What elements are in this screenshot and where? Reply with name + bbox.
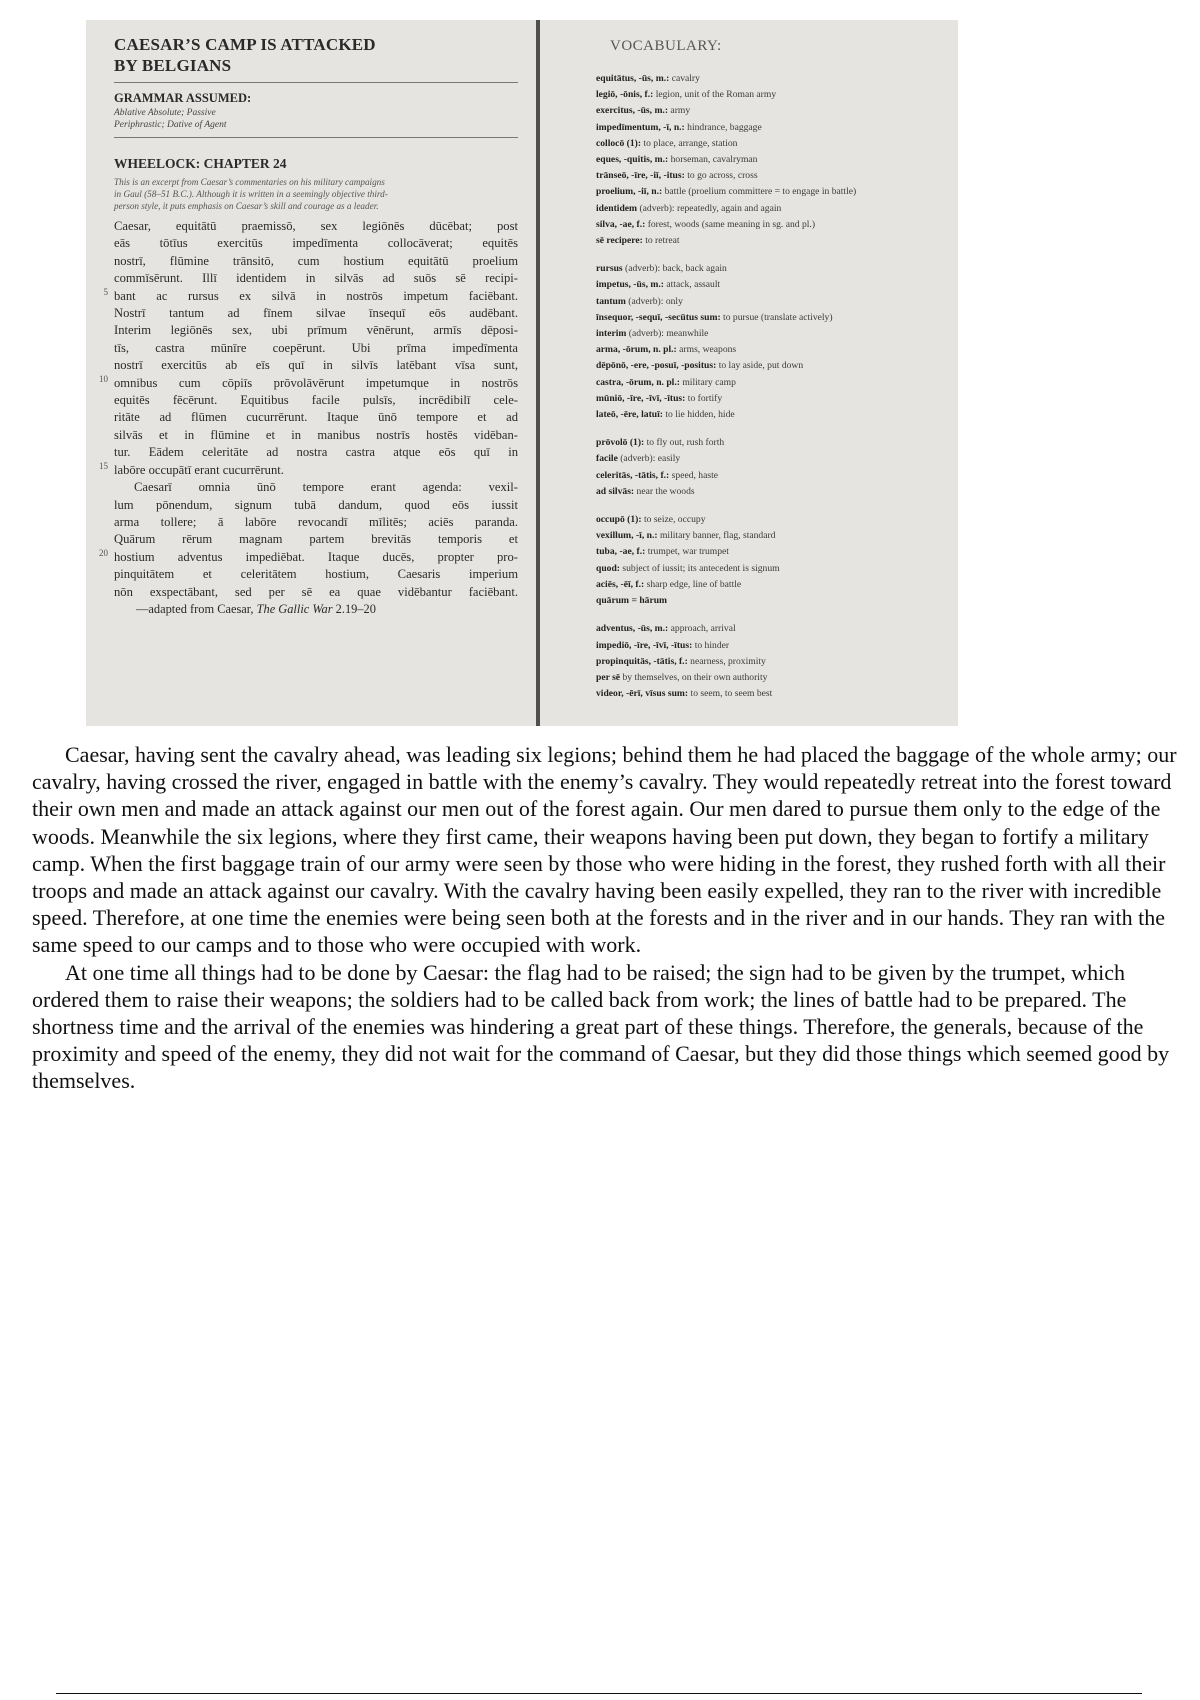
latin-line: Caesarī omnia ūnō tempore erant agenda: vexil- xyxy=(134,480,518,495)
vocabulary-entry xyxy=(596,326,958,342)
vocabulary-headword: dēpōnō, -ere, -posuī, -positus: xyxy=(596,360,717,372)
latin-line: Nostrī tantum ad fīnem silvae īnsequī eōs audēbant. xyxy=(114,306,518,321)
source-title: The Gallic War xyxy=(256,601,333,616)
vocabulary-headword: equitātus, -ūs, m.: xyxy=(596,73,670,84)
vocabulary-entry xyxy=(596,168,958,184)
translation-paragraph: At one time all things had to be done by Caesar: the flag had to be raised; the sign had to be given by the trumpet, which ordered them to raise their weapons; the soldiers had to be called back from work; the lines of battle had to be prepared. The shortness time and the arrival of the enemies was hindering a great part of these things. Therefore, the generals, because of the proximity and speed of the enemy, they did not wait for the command of Caesar, but they did those things which seemed good by themselves. xyxy=(32,959,1170,1094)
vocabulary-definition: to fortify xyxy=(685,392,723,404)
vocabulary-entry xyxy=(596,310,958,326)
latin-line: Interim legiōnēs sex, ubi prīmum vēnērunt, armīs dēposi- xyxy=(114,323,518,338)
chapter-heading: WHEELOCK: CHAPTER 24 xyxy=(114,156,287,171)
latin-line: labōre occupātī erant cucurrērunt. xyxy=(114,462,284,477)
vocabulary-headword: videor, -ērī, vīsus sum: xyxy=(596,688,689,700)
latin-line: lum pōnendum, signum tubā dandum, quod eōs iussit xyxy=(114,497,518,512)
vocabulary-entry xyxy=(596,528,958,544)
intro-line: This is an excerpt from Caesar’s commentaries on his military campaigns xyxy=(114,177,385,187)
vocabulary-definition: legion, unit of the Roman army xyxy=(653,89,777,101)
latin-line: eās tōtīus exercitūs impedīmenta collocāverat; equitēs xyxy=(114,236,518,251)
vocabulary-headword: castra, -ōrum, n. pl.: xyxy=(596,376,680,388)
latin-line: Caesar, equitātū praemissō, sex legiōnēs dūcēbat; post xyxy=(114,219,518,233)
vocabulary-headword: tantum xyxy=(596,295,626,307)
vocabulary-heading: VOCABULARY: xyxy=(610,38,722,54)
vocabulary-entry xyxy=(596,391,958,407)
vocabulary-entry xyxy=(596,407,958,423)
latin-line: nostrī exercitūs ab eīs quī in silvīs latēbant vīsa sunt, xyxy=(114,358,518,373)
textbook-page-scan xyxy=(86,20,958,726)
vocabulary-headword: ad silvās: xyxy=(596,485,635,497)
title-rule xyxy=(114,82,518,83)
source-citation xyxy=(114,601,518,618)
vocabulary-group xyxy=(596,261,958,423)
vocabulary-entry xyxy=(596,342,958,358)
vocabulary-group xyxy=(596,71,958,249)
latin-line: Quārum rērum magnam partem brevitās temporis et xyxy=(114,532,518,547)
vocabulary-entry xyxy=(596,87,958,103)
line-number: 10 xyxy=(99,374,108,384)
source-suffix: 2.19–20 xyxy=(332,601,376,616)
intro-line: in Gaul (58–51 B.C.). Although it is written in a seemingly objective third- xyxy=(114,189,388,199)
vocabulary-entry xyxy=(596,435,958,451)
vocabulary-entry xyxy=(596,686,958,702)
vocabulary-entry xyxy=(596,71,958,87)
vocabulary-entry xyxy=(596,638,958,654)
vocabulary-definition: (adverb): easily xyxy=(617,453,681,465)
vocabulary-definition: horseman, cavalryman xyxy=(668,154,758,166)
vocabulary-column xyxy=(596,38,958,714)
line-number: 20 xyxy=(99,548,108,558)
latin-line: nōn exspectābant, sed per sē ea quae vidēbantur faciēbant. xyxy=(114,584,518,599)
reading-title xyxy=(114,34,518,76)
vocabulary-definition: to go across, cross xyxy=(684,170,758,182)
vocabulary-entry xyxy=(596,294,958,310)
vocabulary-definition: hindrance, baggage xyxy=(684,121,762,133)
vocabulary-entry xyxy=(596,621,958,637)
vocabulary-definition: nearness, proximity xyxy=(687,655,766,667)
vocabulary-definition: army xyxy=(668,105,691,117)
grammar-rule xyxy=(114,137,518,138)
vocabulary-definition: attack, assault xyxy=(663,279,721,291)
vocabulary-definition: by themselves, on their own authority xyxy=(620,671,768,683)
vocabulary-entry xyxy=(596,468,958,484)
latin-line: tur. Eādem celeritāte ad nostra castra atque eōs quī in xyxy=(114,445,518,460)
vocabulary-definition: (adverb): repeatedly, again and again xyxy=(637,202,782,214)
vocabulary-definition: speed, haste xyxy=(669,469,719,481)
vocabulary-entry xyxy=(596,201,958,217)
vocabulary-group xyxy=(596,512,958,609)
vocabulary-entry xyxy=(596,120,958,136)
vocabulary-definition: military banner, flag, standard xyxy=(657,530,776,542)
translation-paragraph: Caesar, having sent the cavalry ahead, was leading six legions; behind them he had placed the baggage of the whole army; our cavalry, having crossed the river, engaged in battle with the enemy’s cavalry. They would repeatedly retreat into the forest toward their own men and made an attack against our men out of the forest again. Our men dared to pursue them only to the edge of the woods. Meanwhile the six legions, where they first came, their weapons having been put down, they began to fortify a military camp. When the first baggage train of our army were seen by those who were hiding in the forest, they rushed forth with all their troops and made an attack against our cavalry. With the cavalry having been easily expelled, they ran to the river with incredible speed. Therefore, at one time the enemies were being seen both at the forests and in the river and in our hands. They ran with the same speed to our camps and to those who were occupied with work. xyxy=(32,742,1177,958)
vocabulary-definition: battle (proelium committere = to engage in battle) xyxy=(662,186,857,198)
vocabulary-entry xyxy=(596,561,958,577)
vocabulary-definition: trumpet, war trumpet xyxy=(645,546,729,558)
vocabulary-entry xyxy=(596,277,958,293)
vocabulary-headword: aciēs, -ēī, f.: xyxy=(596,578,645,590)
vocabulary-headword: vexillum, -ī, n.: xyxy=(596,530,658,542)
line-number: 5 xyxy=(103,287,108,297)
vocabulary-headword: trānseō, -īre, -iī, -itus: xyxy=(596,170,685,182)
reading-intro xyxy=(114,176,518,212)
vocabulary-entry xyxy=(596,152,958,168)
grammar-item: Ablative Absolute; Passive xyxy=(114,108,216,118)
vocabulary-definition: to seize, occupy xyxy=(641,514,706,526)
latin-line: bant ac rursus ex silvā in nostrōs impetum faciēbant. xyxy=(114,288,518,303)
vocabulary-definition: to lay aside, put down xyxy=(716,360,804,372)
vocabulary-definition: sharp edge, line of battle xyxy=(644,578,742,590)
vocabulary-entry xyxy=(596,136,958,152)
latin-line: omnibus cum cōpiīs prōvolāvērunt impetumque in nostrōs xyxy=(114,375,518,390)
vocabulary-definition: approach, arrival xyxy=(668,623,736,635)
vocabulary-headword: rursus xyxy=(596,263,623,275)
source-prefix: —adapted from Caesar, xyxy=(136,601,257,616)
reading-title-line: BY BELGIANS xyxy=(114,56,232,75)
vocabulary-entry xyxy=(596,184,958,200)
line-number: 15 xyxy=(99,461,108,471)
latin-line: tīs, castra mūnīre coepērunt. Ubi prīma impedīmenta xyxy=(114,340,518,355)
translation-text xyxy=(32,741,1192,1095)
vocabulary-headword: sē recipere: xyxy=(596,235,643,247)
intro-line: person style, it puts emphasis on Caesar’s skill and courage as a leader. xyxy=(114,201,379,211)
reading-column xyxy=(99,34,518,618)
column-divider xyxy=(536,20,540,726)
vocabulary-entry xyxy=(596,670,958,686)
latin-line: ritāte ad flūmen cucurrērunt. Itaque ūnō tempore et ad xyxy=(114,410,518,425)
vocabulary-definition: arms, weapons xyxy=(676,344,737,356)
vocabulary-headword: arma, -ōrum, n. pl.: xyxy=(596,344,677,356)
vocabulary-entry xyxy=(596,375,958,391)
vocabulary-definition: military camp xyxy=(679,376,736,388)
vocabulary-headword: occupō (1): xyxy=(596,514,642,526)
vocabulary-entry xyxy=(596,654,958,670)
vocabulary-entry xyxy=(596,217,958,233)
vocabulary-definition: to seem, to seem best xyxy=(688,688,773,700)
vocabulary-definition: to fly out, rush forth xyxy=(644,437,725,449)
vocabulary-definition: to retreat xyxy=(642,235,680,247)
vocabulary-definition: to hinder xyxy=(692,639,730,651)
vocabulary-definition: (adverb): only xyxy=(625,295,683,307)
vocabulary-headword: identidem xyxy=(596,202,638,214)
latin-line: arma tollere; ā labōre revocandī mīlitēs; aciēs paranda. xyxy=(114,514,518,529)
vocabulary-entry xyxy=(596,451,958,467)
vocabulary-entry xyxy=(596,593,958,609)
vocabulary-headword: impetus, -ūs, m.: xyxy=(596,279,664,291)
grammar-heading: GRAMMAR ASSUMED: xyxy=(114,91,252,105)
latin-line: commīsērunt. Illī identidem in silvās ad suōs sē recipi- xyxy=(114,271,518,286)
latin-line: hostium adventus impediēbat. Itaque ducēs, propter pro- xyxy=(114,549,518,564)
vocabulary-headword: lateō, -ēre, latuī: xyxy=(596,409,663,421)
vocabulary-definition: to place, arrange, station xyxy=(641,137,738,149)
vocabulary-list xyxy=(596,71,958,702)
vocabulary-headword: legiō, -ōnis, f.: xyxy=(596,89,654,101)
latin-passage xyxy=(99,218,518,618)
vocabulary-headword: īnsequor, -sequī, -secūtus sum: xyxy=(596,311,721,323)
vocabulary-headword: silva, -ae, f.: xyxy=(596,218,646,230)
vocabulary-headword: impediō, -īre, -īvī, -ītus: xyxy=(596,639,693,651)
vocabulary-headword: collocō (1): xyxy=(596,137,642,149)
vocabulary-headword: exercitus, -ūs, m.: xyxy=(596,105,669,117)
vocabulary-headword: interim xyxy=(596,328,627,340)
latin-line: silvās et in flūmine et in manibus nostrīs hostēs vidēban- xyxy=(114,427,518,442)
vocabulary-entry xyxy=(596,484,958,500)
vocabulary-definition: to pursue (translate actively) xyxy=(720,311,833,323)
vocabulary-definition: cavalry xyxy=(669,73,700,84)
vocabulary-headword: prōvolō (1): xyxy=(596,437,645,449)
vocabulary-definition: (adverb): back, back again xyxy=(622,263,727,275)
vocabulary-definition: (adverb): meanwhile xyxy=(626,328,709,340)
vocabulary-definition: to lie hidden, hide xyxy=(662,409,735,421)
vocabulary-headword: celeritās, -tātis, f.: xyxy=(596,469,670,481)
vocabulary-headword: impedīmentum, -ī, n.: xyxy=(596,121,685,133)
vocabulary-headword: propinquitās, -tātis, f.: xyxy=(596,655,688,667)
footer-rule xyxy=(56,1693,1142,1694)
vocabulary-group xyxy=(596,621,958,702)
vocabulary-definition: forest, woods (same meaning in sg. and pl.) xyxy=(645,218,816,230)
vocabulary-headword: facile xyxy=(596,453,618,465)
vocabulary-headword: mūniō, -īre, -īvī, -ītus: xyxy=(596,392,686,404)
vocabulary-headword: tuba, -ae, f.: xyxy=(596,546,646,558)
vocabulary-entry xyxy=(596,544,958,560)
grammar-item: Periphrastic; Dative of Agent xyxy=(114,120,227,130)
vocabulary-group xyxy=(596,435,958,500)
reading-title-line: CAESAR’S CAMP IS ATTACKED xyxy=(114,35,376,54)
vocabulary-headword: proelium, -iī, n.: xyxy=(596,186,663,198)
vocabulary-entry xyxy=(596,512,958,528)
vocabulary-definition: subject of iussit; its antecedent is signum xyxy=(620,562,780,574)
vocabulary-headword: quod: xyxy=(596,562,620,574)
latin-line: nostrī, flūmine trānsitō, cum hostium equitātū proelium xyxy=(114,253,518,268)
latin-line: equitēs fēcērunt. Equitibus facile pulsīs, incrēdibilī cele- xyxy=(114,393,518,408)
vocabulary-definition: near the woods xyxy=(634,485,695,497)
vocabulary-entry xyxy=(596,577,958,593)
vocabulary-headword: per sē xyxy=(596,671,621,683)
vocabulary-entry xyxy=(596,233,958,249)
vocabulary-headword: adventus, -ūs, m.: xyxy=(596,623,669,635)
vocabulary-entry xyxy=(596,358,958,374)
vocabulary-entry xyxy=(596,103,958,119)
vocabulary-headword: quārum = hārum xyxy=(596,595,668,607)
vocabulary-entry xyxy=(596,261,958,277)
latin-line: pinquitātem et celeritātem hostium, Caesaris imperium xyxy=(114,567,518,582)
vocabulary-headword: eques, -quitis, m.: xyxy=(596,154,669,166)
